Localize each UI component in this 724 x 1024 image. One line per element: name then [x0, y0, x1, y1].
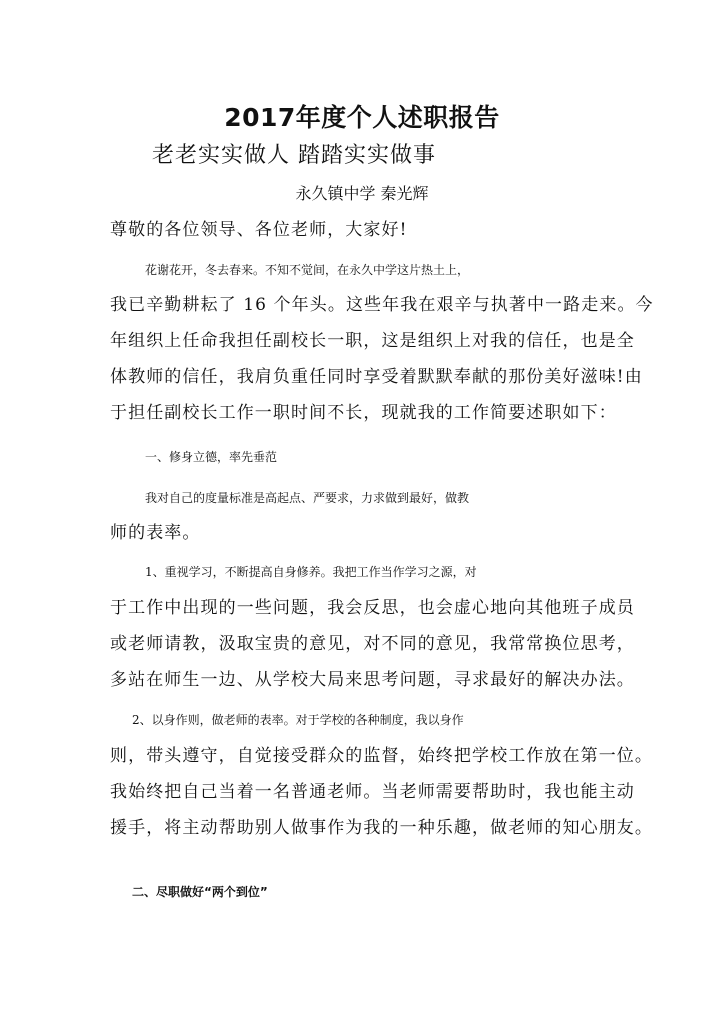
paragraph-line: 2、以身作则，做老师的表率。对于学校的各种制度，我以身作 [132, 713, 464, 727]
paragraph-line: 于担任副校长工作一职时间不长，现就我的工作简要述职如下： [110, 403, 617, 423]
paragraph-line: 年组织上任命我担任副校长一职，这是组织上对我的信任，也是全 [110, 331, 635, 351]
document-subtitle: 老老实实做人 踏踏实实做事 [152, 143, 436, 168]
paragraph-line: 花谢花开，冬去春来。不知不觉间，在永久中学这片热土上， [145, 263, 470, 277]
paragraph-line: 我对自己的度量标准是高起点、严要求，力求做到最好，做教 [145, 491, 470, 505]
salutation: 尊敬的各位领导、各位老师，大家好! [110, 220, 408, 240]
paragraph-line: 我已辛勤耕耘了 16 个年头。这些年我在艰辛与执著中一路走来。今 [110, 295, 654, 315]
document-title: 2017年度个人述职报告 [224, 103, 500, 132]
section-heading: 二、尽职做好“两个到位” [132, 885, 268, 899]
paragraph-line: 于工作中出现的一些问题，我会反思，也会虚心地向其他班子成员 [110, 598, 635, 618]
paragraph-line: 多站在师生一边、从学校大局来思考问题，寻求最好的解决办法。 [110, 670, 635, 690]
paragraph-line: 1、重视学习，不断提高自身修养。我把工作当作学习之源，对 [145, 565, 477, 579]
paragraph-line: 援手，将主动帮助别人做事作为我的一种乐趣，做老师的知心朋友。 [110, 818, 653, 838]
paragraph-line: 则，带头遵守，自觉接受群众的监督，始终把学校工作放在第一位。 [110, 746, 653, 766]
paragraph-line: 我始终把自己当着一名普通老师。当老师需要帮助时，我也能主动 [110, 782, 635, 802]
paragraph-line: 或老师请教，汲取宝贵的意见，对不同的意见，我常常换位思考， [110, 634, 635, 654]
author-line: 永久镇中学 秦光辉 [295, 184, 429, 203]
paragraph-line: 体教师的信任，我肩负重任同时享受着默默奉献的那份美好滋味!由 [110, 367, 643, 387]
section-heading: 一、修身立德，率先垂范 [145, 450, 278, 464]
paragraph-line: 师的表率。 [110, 523, 201, 543]
